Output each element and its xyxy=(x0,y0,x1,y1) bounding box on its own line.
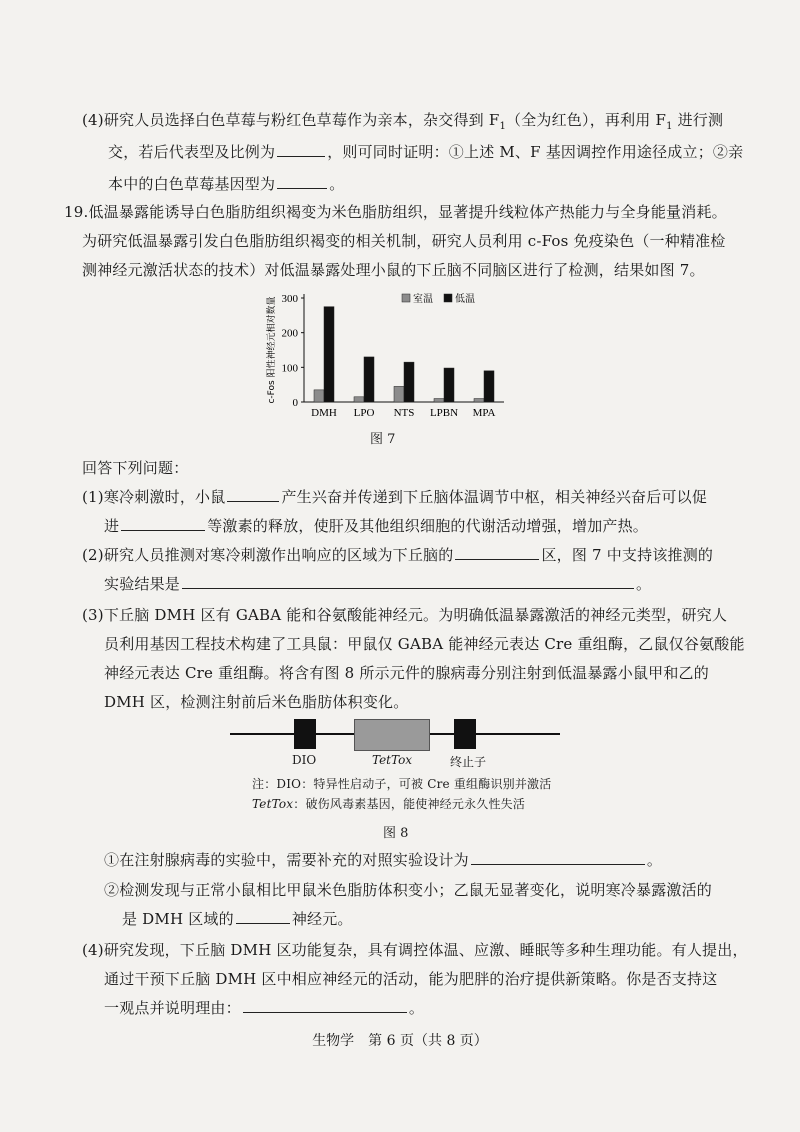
text: 进 xyxy=(104,517,120,535)
q19-4-line2: 通过干预下丘脑 DMH 区中相应神经元的活动，能为肥胖的治疗提供新策略。你是否支持这 xyxy=(104,970,718,988)
text: (4)研究人员选择白色草莓与粉红色草莓作为亲本，杂交得到 F xyxy=(82,111,500,129)
bar-MPA-低温 xyxy=(484,371,494,402)
answer-blank[interactable] xyxy=(227,487,279,502)
answer-blank[interactable] xyxy=(182,574,634,589)
text: 。 xyxy=(646,851,663,869)
dio-label: DIO xyxy=(292,753,317,767)
q18-4-line3 xyxy=(108,174,344,194)
x-tick-label: DMH xyxy=(311,407,337,419)
q19-3-line2: 员利用基因工程技术构建了工具鼠：甲鼠仅 GABA 能神经元表达 Cre 重组酶，乙鼠仅谷氨酸能 xyxy=(104,635,745,653)
y-axis-label: c-Fos 阳性神经元相对数量 xyxy=(267,296,277,404)
legend-label: 低温 xyxy=(455,294,475,305)
text: 。 xyxy=(636,575,652,593)
q19-3-line4: DMH 区，检测注射前后米色脂肪体积变化。 xyxy=(104,693,409,711)
q19-3-sub2-line2 xyxy=(122,909,353,929)
q19-intro-line3: 测神经元激活状态的技术）对低温暴露处理小鼠的下丘脑不同脑区进行了检测，结果如图 7。 xyxy=(82,261,705,279)
bar-NTS-室温 xyxy=(394,386,404,402)
text: 区，图 7 中支持该推测的 xyxy=(541,546,714,564)
text: (2)研究人员推测对寒冷刺激作出响应的区域为下丘脑的 xyxy=(82,546,454,564)
text: ，则可同时证明：①上述 M、F 基因调控作用途径成立；②亲 xyxy=(327,143,744,161)
bar-NTS-低温 xyxy=(404,362,414,402)
answer-blank[interactable] xyxy=(236,909,290,924)
bar-LPBN-低温 xyxy=(444,368,454,402)
x-tick-label: NTS xyxy=(393,407,415,419)
y-tick-label: 200 xyxy=(281,327,298,340)
answer-blank[interactable] xyxy=(277,174,327,189)
x-tick-label: LPO xyxy=(353,407,375,419)
subscript: 1 xyxy=(666,121,673,132)
legend-swatch-室温 xyxy=(402,294,410,302)
text: （全为红色），再利用 F xyxy=(506,111,667,129)
q18-4-line1 xyxy=(82,110,723,137)
text: 进行测 xyxy=(672,111,724,129)
q19-3-line3: 神经元表达 Cre 重组酶。将含有图 8 所示元件的腺病毒分别注射到低温暴露小鼠甲和乙的 xyxy=(104,664,709,682)
legend-swatch-低温 xyxy=(444,294,452,302)
terminator-block xyxy=(454,719,476,749)
q19-3-sub1 xyxy=(104,850,662,870)
bar-LPO-室温 xyxy=(354,397,364,402)
q19-2-line2 xyxy=(104,574,651,594)
text: ：破伤风毒素基因，能使神经元永久性失活 xyxy=(293,797,526,811)
answer-blank[interactable] xyxy=(471,850,645,865)
bar-LPBN-室温 xyxy=(434,399,444,402)
q19-1-line1 xyxy=(82,487,707,507)
figure-7-bar-chart xyxy=(262,282,512,452)
text: 一观点并说明理由： xyxy=(104,999,241,1017)
bar-DMH-室温 xyxy=(314,390,324,402)
text: TetTox xyxy=(252,797,294,811)
figure-8-note2 xyxy=(252,794,525,814)
subscript: 1 xyxy=(499,121,506,132)
q19-4-line3 xyxy=(104,998,424,1018)
text: 交，若后代表型及比例为 xyxy=(108,143,276,161)
q19-4-line1: (4)研究发现，下丘脑 DMH 区功能复杂，具有调控体温、应激、睡眠等多种生理功能。有人提出， xyxy=(82,941,748,959)
y-tick-label: 0 xyxy=(292,397,298,409)
q19-2-line1 xyxy=(82,545,713,565)
q19-3-sub2-line1: ②检测发现与正常小鼠相比甲鼠米色脂肪体积变小；乙鼠无显著变化，说明寒冷暴露激活的 xyxy=(104,881,713,899)
text: 是 DMH 区域的 xyxy=(122,910,234,928)
page-footer: 生物学 第 6 页（共 8 页） xyxy=(312,1033,488,1049)
text: 本中的白色草莓基因型为 xyxy=(108,175,276,193)
text: 产生兴奋并传递到下丘脑体温调节中枢，相关神经兴奋后可以促 xyxy=(281,488,708,506)
answer-blank[interactable] xyxy=(243,998,407,1013)
q19-1-line2 xyxy=(104,516,648,536)
q19-intro-line2: 为研究低温暴露引发白色脂肪组织褐变的相关机制，研究人员利用 c-Fos 免疫染色（一种精准检 xyxy=(82,232,726,250)
q18-4-line2 xyxy=(108,142,743,162)
legend-label: 室温 xyxy=(413,294,433,305)
figure-8-note1: 注：DIO：特异性启动子，可被 Cre 重组酶识别并激活 xyxy=(252,777,552,791)
y-tick-label: 300 xyxy=(281,293,298,305)
bar-LPO-低温 xyxy=(364,357,374,402)
x-tick-label: MPA xyxy=(472,407,496,419)
q19-3-line1: (3)下丘脑 DMH 区有 GABA 能和谷氨酸能神经元。为明确低温暴露激活的神经元类型，研究人 xyxy=(82,606,728,624)
answer-blank[interactable] xyxy=(455,545,539,560)
text: 。 xyxy=(408,999,425,1017)
terminator-label: 终止子 xyxy=(450,755,487,769)
dio-block xyxy=(294,719,316,749)
text: 等激素的释放，使肝及其他组织细胞的代谢活动增强，增加产热。 xyxy=(207,517,649,535)
y-tick-label: 100 xyxy=(281,362,298,375)
x-tick-label: LPBN xyxy=(429,407,459,419)
text: (1)寒冷刺激时，小鼠 xyxy=(82,488,226,506)
figure-7-caption: 图 7 xyxy=(370,432,396,447)
text: 实验结果是 xyxy=(104,575,181,593)
bar-MPA-室温 xyxy=(474,399,484,402)
text: ①在注射腺病毒的实验中，需要补充的对照实验设计为 xyxy=(104,851,469,869)
tettox-label: TetTox xyxy=(372,753,413,767)
text: 神经元。 xyxy=(291,910,353,928)
answer-blank[interactable] xyxy=(277,142,325,157)
answer-prompt: 回答下列问题： xyxy=(82,459,189,477)
tettox-block xyxy=(354,719,430,751)
figure-8-caption: 图 8 xyxy=(383,826,409,841)
bar-DMH-低温 xyxy=(324,307,334,402)
answer-blank[interactable] xyxy=(121,516,205,531)
q19-intro-line1: 19.低温暴露能诱导白色脂肪组织褐变为米色脂肪组织，显著提升线粒体产热能力与全身能量消耗。 xyxy=(64,203,727,221)
text: 。 xyxy=(329,175,345,193)
